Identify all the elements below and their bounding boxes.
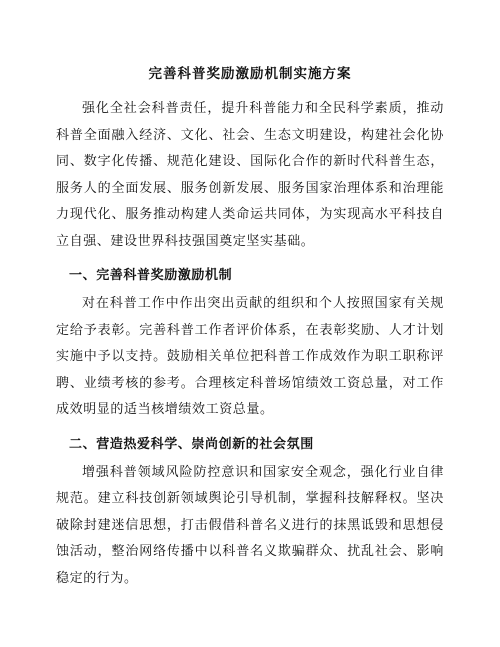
intro-paragraph: 强化全社会科普责任，提升科普能力和全民科学素质，推动科普全面融入经济、文化、社会、生态文明建设，构建社会化协同、数字化传播、规范化建设、国际化合作的新时代科普生态，服务人的全面发展、服务创新发展、服务国家治理体系和治理能力现代化、服务推动构建人类命运共同体，为实现高水平科技自立自强、建设世界科技强国奠定坚实基础。 [56,101,444,249]
document-title: 完善科普奖励激励机制实施方案 [148,66,352,82]
section-heading-2: 二、营造热爱科学、崇尚创新的社会氛围 [69,436,314,452]
section-body-2: 增强科普领域风险防控意识和国家安全观念，强化行业自律规范。建立科技创新领域舆论引导机制，掌握科技解释权。坚决破除封建迷信思想，打击假借科普名义进行的抹黑诋毁和思想侵蚀活动，整治网络传播中以科普名义欺骗群众、扰乱社会、影响稳定的行为。 [56,464,444,586]
section-heading-1: 一、完善科普奖励激励机制 [69,268,233,283]
section-body-1: 对在科普工作中作出突出贡献的组织和个人按照国家有关规定给予表彰。完善科普工作者评价体系，在表彰奖励、人才计划实施中予以支持。鼓励相关单位把科普工作成效作为职工职称评聘、业绩考核的参考。合理核定科普场馆绩效工资总量，对工作成效明显的适当核增绩效工资总量。 [56,296,444,417]
